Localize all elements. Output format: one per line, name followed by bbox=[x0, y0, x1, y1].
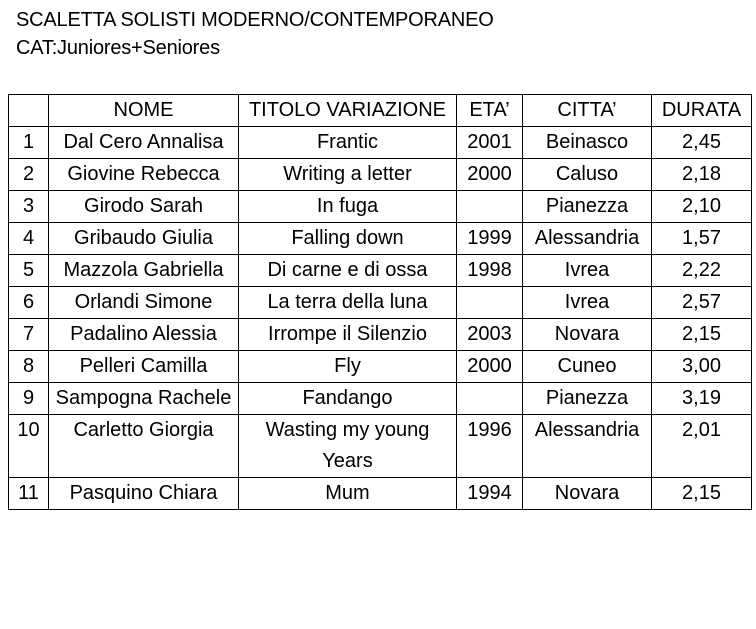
cell-title: Frantic bbox=[239, 127, 457, 159]
table-body bbox=[9, 127, 752, 510]
cell-year: 2000 bbox=[457, 159, 523, 191]
cell-year: 2000 bbox=[457, 351, 523, 383]
table-row bbox=[9, 383, 752, 415]
cell-year: 1996 bbox=[457, 415, 523, 478]
header-age: ETA’ bbox=[457, 95, 523, 127]
header-duration: DURATA bbox=[652, 95, 752, 127]
cell-city: Alessandria bbox=[523, 415, 652, 478]
cell-duration: 2,18 bbox=[652, 159, 752, 191]
cell-number: 9 bbox=[9, 383, 49, 415]
cell-number: 8 bbox=[9, 351, 49, 383]
header-city: CITTA’ bbox=[523, 95, 652, 127]
header-number bbox=[9, 95, 49, 127]
cell-duration: 3,00 bbox=[652, 351, 752, 383]
cell-title: Mum bbox=[239, 478, 457, 510]
cell-duration: 2,10 bbox=[652, 191, 752, 223]
cell-city: Beinasco bbox=[523, 127, 652, 159]
cell-name: Pelleri Camilla bbox=[49, 351, 239, 383]
cell-year: 1999 bbox=[457, 223, 523, 255]
cell-duration: 2,22 bbox=[652, 255, 752, 287]
soloists-table bbox=[8, 94, 752, 510]
cell-number: 6 bbox=[9, 287, 49, 319]
cell-name: Orlandi Simone bbox=[49, 287, 239, 319]
cell-city: Ivrea bbox=[523, 287, 652, 319]
table-header-row bbox=[9, 95, 752, 127]
cell-title: Fly bbox=[239, 351, 457, 383]
cell-name: Girodo Sarah bbox=[49, 191, 239, 223]
document-title: SCALETTA SOLISTI MODERNO/CONTEMPORANEO bbox=[16, 9, 494, 31]
cell-title: Falling down bbox=[239, 223, 457, 255]
cell-name: Dal Cero Annalisa bbox=[49, 127, 239, 159]
cell-number: 5 bbox=[9, 255, 49, 287]
cell-year: 1998 bbox=[457, 255, 523, 287]
cell-number: 7 bbox=[9, 319, 49, 351]
table-row bbox=[9, 255, 752, 287]
cell-name: Carletto Giorgia bbox=[49, 415, 239, 478]
cell-duration: 2,15 bbox=[652, 478, 752, 510]
document-header bbox=[16, 6, 494, 62]
cell-number: 10 bbox=[9, 415, 49, 478]
cell-city: Novara bbox=[523, 319, 652, 351]
cell-title: Fandango bbox=[239, 383, 457, 415]
cell-year bbox=[457, 191, 523, 223]
table-row bbox=[9, 415, 752, 478]
cell-title: In fuga bbox=[239, 191, 457, 223]
cell-city: Caluso bbox=[523, 159, 652, 191]
cell-title: Irrompe il Silenzio bbox=[239, 319, 457, 351]
cell-city: Pianezza bbox=[523, 383, 652, 415]
table-row bbox=[9, 223, 752, 255]
cell-city: Cuneo bbox=[523, 351, 652, 383]
cell-year bbox=[457, 383, 523, 415]
cell-city: Novara bbox=[523, 478, 652, 510]
table-row bbox=[9, 159, 752, 191]
cell-duration: 2,01 bbox=[652, 415, 752, 478]
table-row bbox=[9, 319, 752, 351]
cell-number: 2 bbox=[9, 159, 49, 191]
cell-name: Pasquino Chiara bbox=[49, 478, 239, 510]
cell-title: Di carne e di ossa bbox=[239, 255, 457, 287]
cell-name: Gribaudo Giulia bbox=[49, 223, 239, 255]
cell-city: Pianezza bbox=[523, 191, 652, 223]
table-row bbox=[9, 127, 752, 159]
cell-duration: 1,57 bbox=[652, 223, 752, 255]
cell-number: 11 bbox=[9, 478, 49, 510]
header-name: NOME bbox=[49, 95, 239, 127]
cell-name: Sampogna Rachele bbox=[49, 383, 239, 415]
cell-number: 4 bbox=[9, 223, 49, 255]
category-label: CAT:Juniores+Seniores bbox=[16, 37, 220, 59]
table-row bbox=[9, 287, 752, 319]
cell-city: Ivrea bbox=[523, 255, 652, 287]
cell-title: La terra della luna bbox=[239, 287, 457, 319]
cell-year: 2001 bbox=[457, 127, 523, 159]
cell-name: Padalino Alessia bbox=[49, 319, 239, 351]
cell-name: Mazzola Gabriella bbox=[49, 255, 239, 287]
header-title: TITOLO VARIAZIONE bbox=[239, 95, 457, 127]
cell-year bbox=[457, 287, 523, 319]
cell-duration: 3,19 bbox=[652, 383, 752, 415]
cell-title: Wasting my young Years bbox=[239, 415, 457, 478]
cell-name: Giovine Rebecca bbox=[49, 159, 239, 191]
table-row bbox=[9, 351, 752, 383]
cell-year: 2003 bbox=[457, 319, 523, 351]
cell-city: Alessandria bbox=[523, 223, 652, 255]
cell-duration: 2,45 bbox=[652, 127, 752, 159]
cell-number: 3 bbox=[9, 191, 49, 223]
cell-title: Writing a letter bbox=[239, 159, 457, 191]
cell-year: 1994 bbox=[457, 478, 523, 510]
table-row bbox=[9, 191, 752, 223]
cell-duration: 2,15 bbox=[652, 319, 752, 351]
cell-number: 1 bbox=[9, 127, 49, 159]
cell-duration: 2,57 bbox=[652, 287, 752, 319]
table-row bbox=[9, 478, 752, 510]
